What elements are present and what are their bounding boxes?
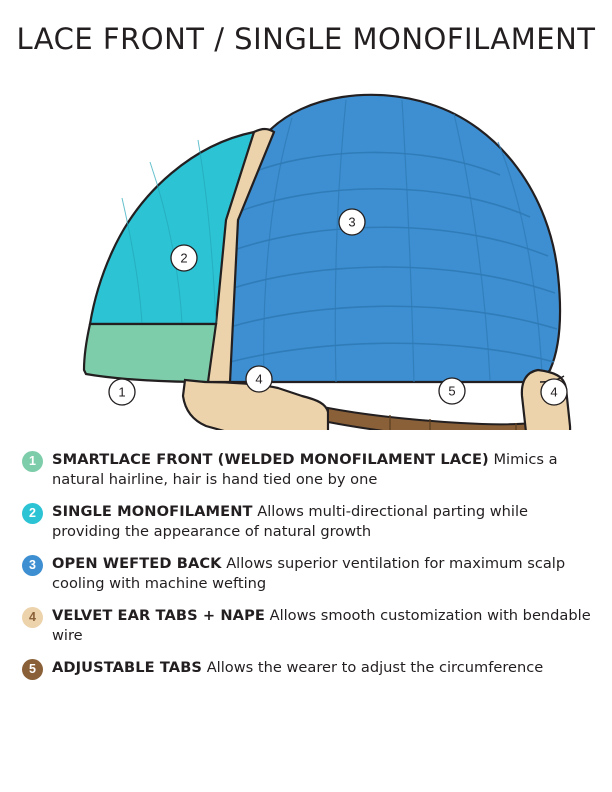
legend-label-2: SINGLE MONOFILAMENT [52,503,253,520]
legend-label-5: ADJUSTABLE TABS [52,659,203,676]
svg-text:4: 4 [255,371,263,387]
legend-badge-4: 4 [22,607,43,628]
legend-item-1 [22,450,600,489]
legend-text-4 [52,606,600,645]
legend-badge-3: 3 [22,555,43,576]
legend-item-2 [22,502,600,541]
legend-desc-2: Allows multi-directional parting while providing the appearance of natural growth [52,503,528,540]
legend-desc-4: Allows smooth customization with bendable wire [52,607,591,644]
legend-label-1: SMARTLACE FRONT (WELDED MONOFILAMENT LACE) [52,451,489,468]
svg-text:4: 4 [550,384,558,400]
callout-4-back [541,379,567,405]
legend-badge-5: 5 [22,659,43,680]
legend-desc-1: Mimics a natural hairline, hair is hand tied one by one [52,451,558,488]
legend-desc-5: Allows the wearer to adjust the circumference [206,659,544,676]
legend-text-3 [52,554,600,593]
callout-3 [339,209,365,235]
svg-text:1: 1 [118,384,126,400]
svg-text:5: 5 [448,383,456,399]
legend-label-3: OPEN WEFTED BACK [52,555,222,572]
legend-item-3 [22,554,600,593]
smartlace-front-region [84,324,216,382]
legend-label-4: VELVET EAR TABS + NAPE [52,607,265,624]
legend-text-5 [52,658,600,678]
legend-item-4 [22,606,600,645]
svg-text:2: 2 [180,250,188,266]
legend-text-2 [52,502,600,541]
legend-badge-1: 1 [22,451,43,472]
legend-badge-2: 2 [22,503,43,524]
callout-4-front [246,366,272,392]
adjustable-tabs-band [328,408,547,430]
legend [22,450,600,693]
legend-text-1 [52,450,600,489]
page-title: LACE FRONT / SINGLE MONOFILAMENT [16,22,596,56]
wig-cap-illustration [30,70,590,430]
legend-desc-3: Allows superior ventilation for maximum scalp cooling with machine wefting [52,555,566,592]
legend-item-5 [22,658,600,680]
callout-1 [109,379,135,405]
svg-text:3: 3 [348,214,356,230]
callout-5 [439,378,465,404]
callout-2 [171,245,197,271]
